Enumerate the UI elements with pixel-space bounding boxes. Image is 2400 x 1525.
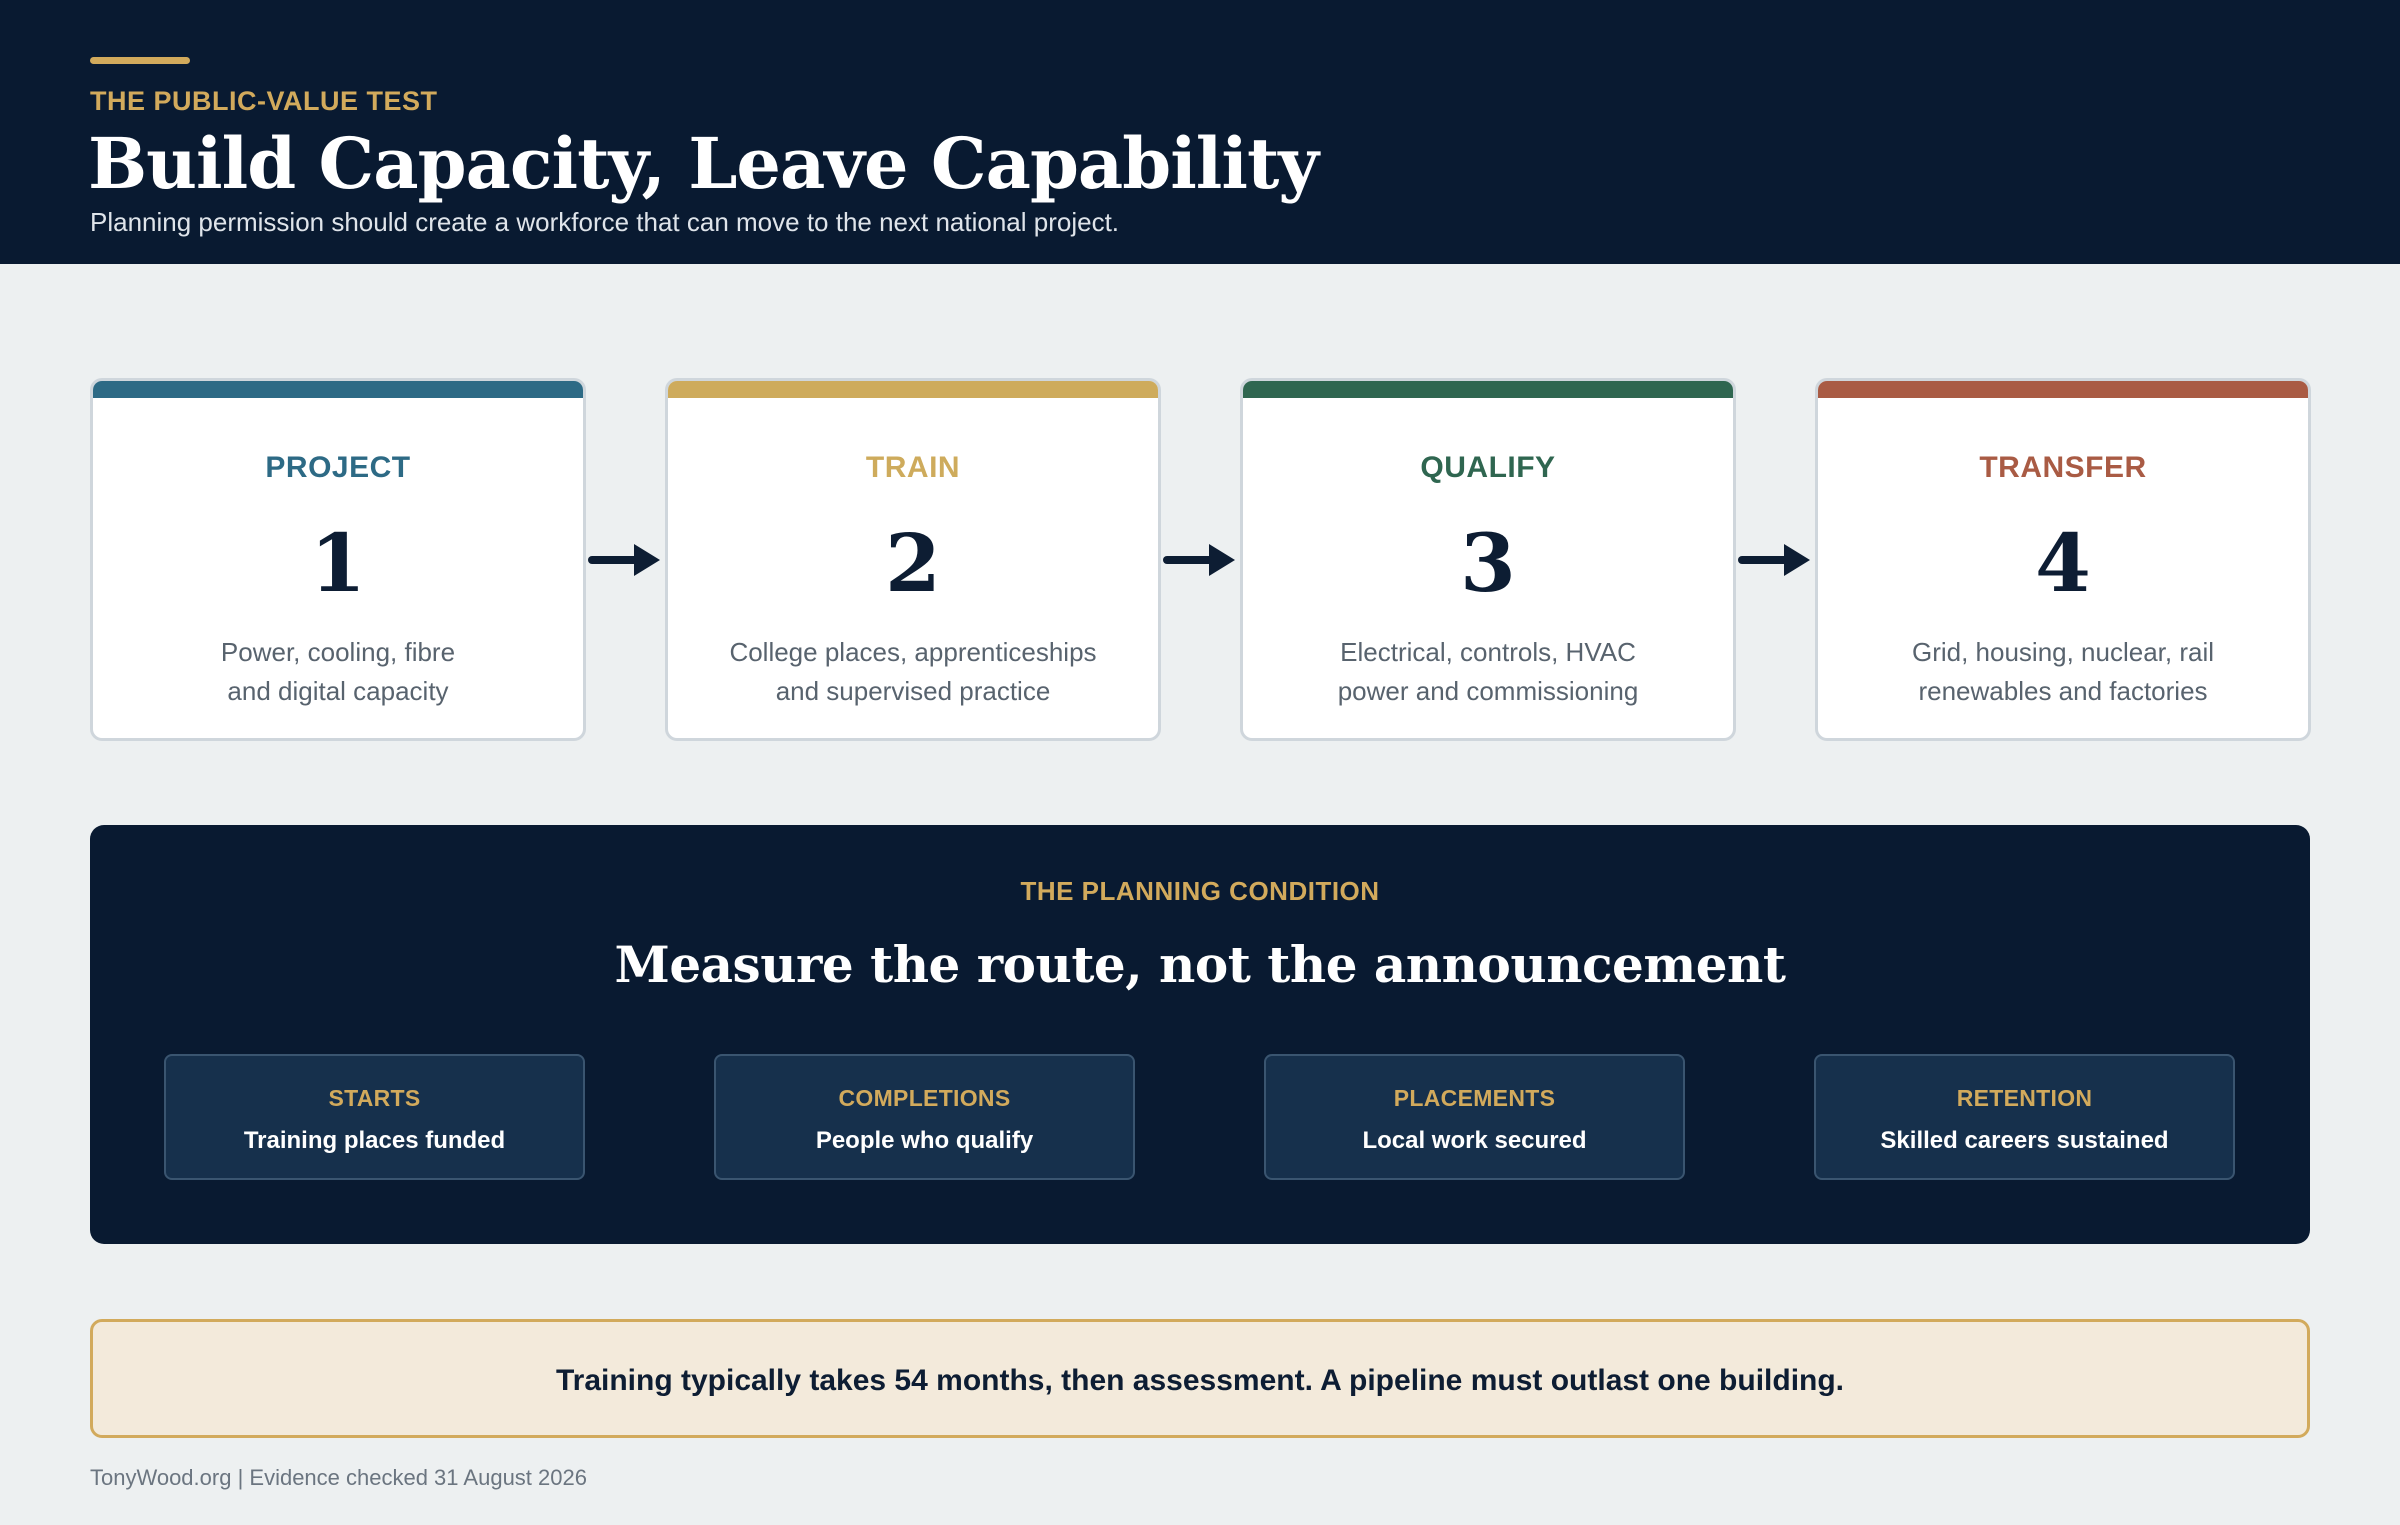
callout-note-text: Training typically takes 54 months, then assessment. A pipeline must outlast one building. bbox=[555, 1364, 1845, 1397]
metric-value: Training places funded bbox=[243, 1127, 506, 1154]
step-description-line: and supervised practice bbox=[775, 676, 1051, 706]
step-number: 1 bbox=[310, 516, 366, 610]
metric-label: PLACEMENTS bbox=[1393, 1085, 1556, 1111]
step-description-line: College places, apprenticeships bbox=[729, 637, 1097, 667]
metric-card-placements bbox=[1264, 1054, 1685, 1180]
metric-value: People who qualify bbox=[815, 1127, 1034, 1154]
step-number: 3 bbox=[1460, 516, 1516, 610]
step-description-line: Grid, housing, nuclear, rail bbox=[1911, 637, 2215, 667]
step-description-line: power and commissioning bbox=[1337, 676, 1639, 706]
step-card-qualify bbox=[1240, 378, 1736, 741]
planning-condition-panel bbox=[90, 825, 2310, 1244]
step-card-train bbox=[665, 378, 1161, 741]
metric-card-retention bbox=[1814, 1054, 2235, 1180]
step-description bbox=[1263, 633, 1713, 711]
metric-card-starts bbox=[164, 1054, 585, 1180]
callout-note bbox=[90, 1319, 2310, 1438]
step-card-project bbox=[90, 378, 586, 741]
arrow-right-icon bbox=[586, 542, 662, 578]
step-description bbox=[688, 633, 1138, 711]
condition-eyebrow: THE PLANNING CONDITION bbox=[1020, 876, 1380, 906]
step-color-bar bbox=[1243, 381, 1733, 398]
metric-label: RETENTION bbox=[1956, 1085, 2093, 1111]
step-color-bar bbox=[1818, 381, 2308, 398]
step-label: PROJECT bbox=[265, 451, 411, 484]
step-color-bar bbox=[668, 381, 1158, 398]
step-description-line: and digital capacity bbox=[227, 676, 449, 706]
step-description-line: Electrical, controls, HVAC bbox=[1340, 637, 1636, 667]
footer-credit: TonyWood.org | Evidence checked 31 August 2026 bbox=[90, 1465, 587, 1490]
step-description-line: Power, cooling, fibre bbox=[220, 637, 456, 667]
step-number: 4 bbox=[2035, 516, 2091, 610]
header-banner bbox=[0, 0, 2400, 264]
metric-card-completions bbox=[714, 1054, 1135, 1180]
step-color-bar bbox=[93, 381, 583, 398]
header-accent-rule bbox=[90, 57, 190, 64]
page-subtitle: Planning permission should create a workforce that can move to the next national project. bbox=[90, 207, 1120, 237]
step-label: QUALIFY bbox=[1420, 451, 1556, 484]
condition-title: Measure the route, not the announcement bbox=[614, 935, 1786, 994]
arrow-right-icon bbox=[1161, 542, 1237, 578]
header-eyebrow: THE PUBLIC-VALUE TEST bbox=[90, 86, 438, 116]
step-label: TRANSFER bbox=[1979, 451, 2147, 484]
metric-value: Skilled careers sustained bbox=[1880, 1127, 2169, 1154]
page-title: Build Capacity, Leave Capability bbox=[88, 122, 1318, 205]
step-number: 2 bbox=[885, 516, 941, 610]
arrow-right-icon bbox=[1736, 542, 1812, 578]
step-description bbox=[113, 633, 563, 711]
metric-value: Local work secured bbox=[1362, 1127, 1587, 1154]
step-description-line: renewables and factories bbox=[1918, 676, 2208, 706]
step-label: TRAIN bbox=[865, 451, 961, 484]
step-description bbox=[1838, 633, 2288, 711]
metric-label: COMPLETIONS bbox=[838, 1085, 1011, 1111]
step-card-transfer bbox=[1815, 378, 2311, 741]
metric-label: STARTS bbox=[328, 1085, 421, 1111]
